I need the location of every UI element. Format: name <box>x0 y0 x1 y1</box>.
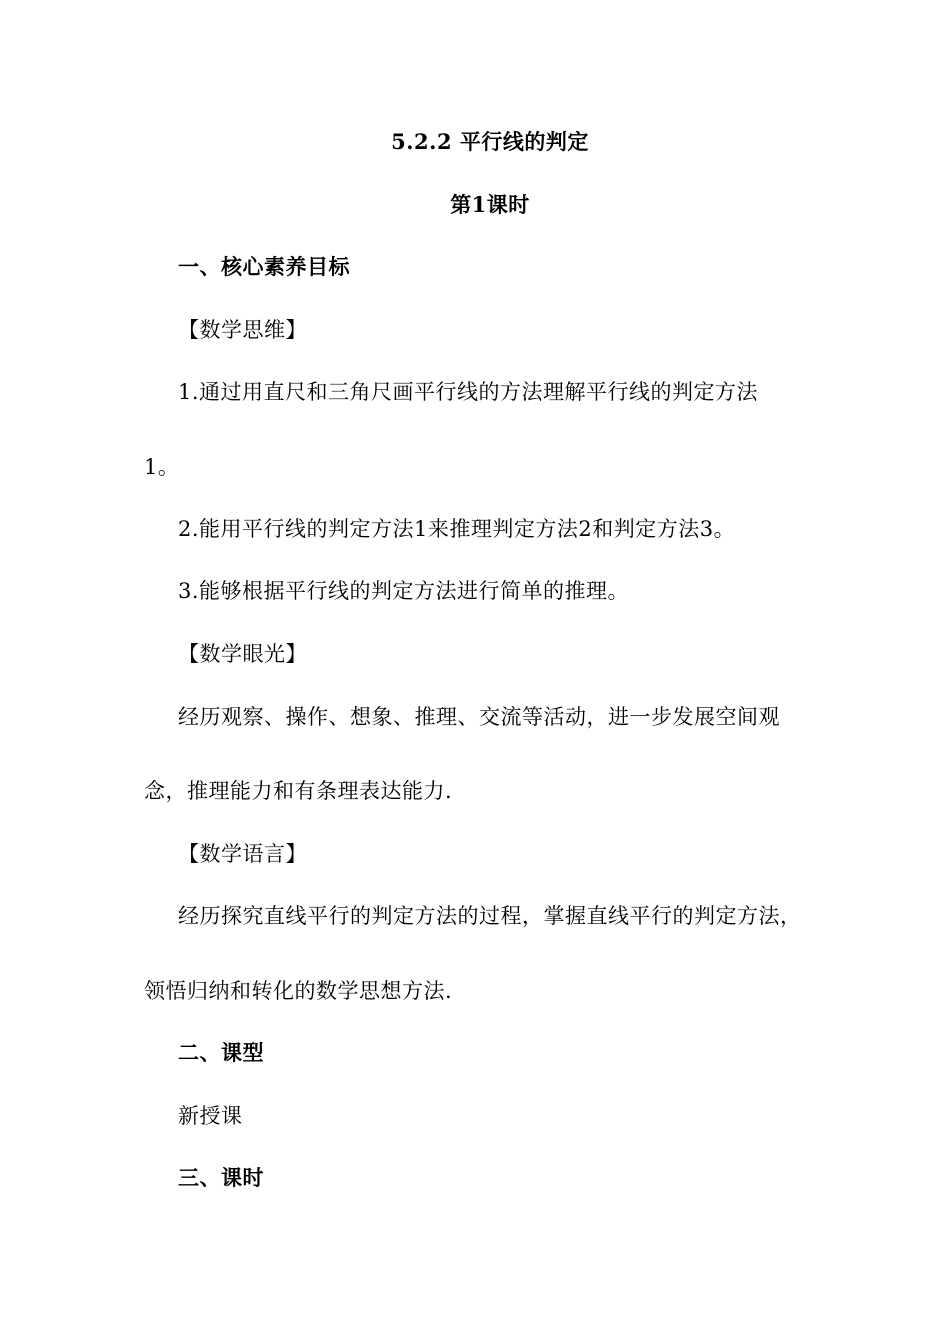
document-subtitle: 第1课时 <box>450 192 530 217</box>
lesson-type-text: 新授课 <box>178 1104 243 1128</box>
thinking-item-2: 2.能用平行线的判定方法1来推理判定方法2和判定方法3。 <box>178 517 736 541</box>
vision-text-line-2: 念，推理能力和有条理表达能力. <box>144 779 453 803</box>
vision-text-line-1: 经历观察、操作、想象、推理、交流等活动，进一步发展空间观 <box>178 705 780 729</box>
label-math-vision: 【数学眼光】 <box>178 642 307 666</box>
language-text-line-1: 经历探究直线平行的判定方法的过程，掌握直线平行的判定方法， <box>178 904 802 928</box>
thinking-item-1-line-1: 1.通过用直尺和三角尺画平行线的方法理解平行线的判定方法 <box>178 380 759 404</box>
thinking-item-3: 3.能够根据平行线的判定方法进行简单的推理。 <box>178 579 630 603</box>
thinking-item-1-line-2: 1。 <box>144 455 180 479</box>
document-title: 5.2.2 平行线的判定 <box>391 129 589 154</box>
label-math-thinking: 【数学思维】 <box>178 318 307 342</box>
language-text-line-2: 领悟归纳和转化的数学思想方法. <box>144 979 453 1003</box>
section-heading-class-hours: 三、课时 <box>178 1165 264 1190</box>
label-math-language: 【数学语言】 <box>178 842 307 866</box>
section-heading-core-goals: 一、核心素养目标 <box>178 254 350 279</box>
section-heading-lesson-type: 二、课型 <box>178 1040 264 1065</box>
